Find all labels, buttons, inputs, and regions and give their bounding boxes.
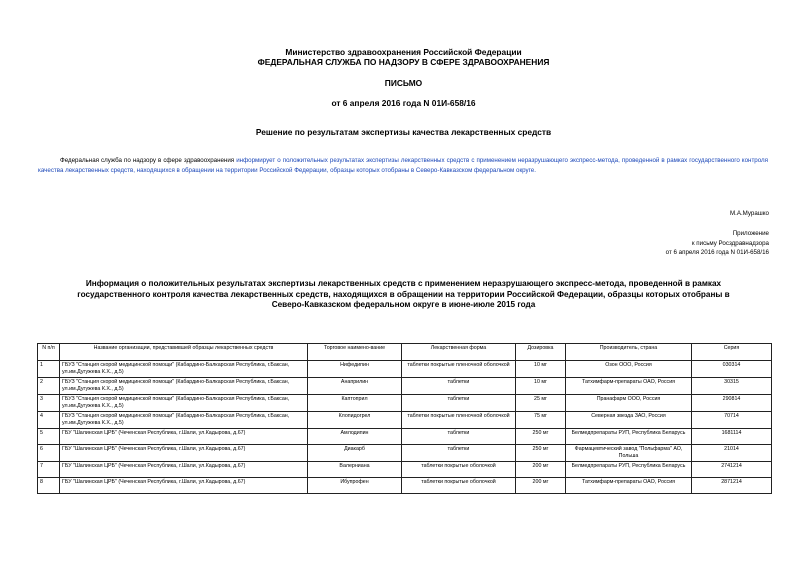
cell-series: 30315 [692,378,772,395]
col-header-num: N п/п [38,344,60,361]
cell-organization: ГБУЗ "Станция скорой медицинской помощи" (Кабардино-Балкарская Республика, г.Баксан, ул.им.Дугужева К.Х., д.5) [60,361,308,378]
cell-trade-name: Диакарб [308,445,402,462]
document-subject: Решение по результатам экспертизы качества лекарственных средств [255,127,552,137]
cell-trade-name: Клопидогрел [308,412,402,429]
cell-manufacturer: Озон ООО, Россия [566,361,692,378]
cell-num: 5 [38,429,60,445]
cell-dosage: 10 мг [516,378,566,395]
cell-form: таблетки покрытые оболочкой [402,462,516,478]
cell-dosage: 250 мг [516,445,566,462]
cell-manufacturer: Белмедпрепараты РУП, Республика Беларусь [566,462,692,478]
cell-num: 8 [38,478,60,494]
cell-dosage: 200 мг [516,462,566,478]
col-header-series: Серия [692,344,772,361]
intro-paragraph [38,156,768,176]
document-type: ПИСЬМО [384,78,423,88]
cell-manufacturer: Татхимфарм-препараты ОАО, Россия [566,378,692,395]
table-row [38,395,772,412]
cell-num: 3 [38,395,60,412]
cell-form: таблетки покрытые оболочкой [402,478,516,494]
cell-organization: ГБУ "Шалинская ЦРБ" (Чеченская Республика, г.Шали, ул.Кадырова, д.67) [60,429,308,445]
cell-num: 4 [38,412,60,429]
cell-num: 1 [38,361,60,378]
cell-manufacturer: Пранафарм ООО, Россия [566,395,692,412]
cell-trade-name: Амлодипин [308,429,402,445]
intro-text-link[interactable]: информирует о положительных результатах экспертизы лекарственных средств с применением неразрушающего экспресс-метода, проведенной в рамках государственного контроля качества лекарственных средств, находящихся в обращении на территории Российской Федерации, образцы которых отобраны в Северо-Кавказском федеральном округе. [38,157,768,174]
document-date: от 6 апреля 2016 года N 01И-658/16 [331,98,476,108]
cell-dosage: 200 мг [516,478,566,494]
cell-form: таблетки покрытые пленочной оболочкой [402,412,516,429]
cell-organization: ГБУЗ "Станция скорой медицинской помощи" (Кабардино-Балкарская Республика, г.Баксан, ул.им.Дугужева К.Х., д.5) [60,412,308,429]
cell-series: 030314 [692,361,772,378]
cell-series: 290814 [692,395,772,412]
cell-series: 2871214 [692,478,772,494]
cell-trade-name: Нифедипин [308,361,402,378]
table-row [38,361,772,378]
col-header-trade-name: Торговое наимено-вание [308,344,402,361]
results-table [37,343,772,494]
cell-manufacturer: Белмедпрепараты РУП, Республика Беларусь [566,429,692,445]
cell-form: таблетки [402,395,516,412]
cell-organization: ГБУЗ "Станция скорой медицинской помощи" (Кабардино-Балкарская Республика, г.Баксан, ул.им.Дугужева К.Х., д.5) [60,378,308,395]
table-header-row [38,344,772,361]
cell-organization: ГБУ "Шалинская ЦРБ" (Чеченская Республика, г.Шали, ул.Кадырова, д.67) [60,478,308,494]
cell-trade-name: Валерниана [308,462,402,478]
cell-num: 2 [38,378,60,395]
cell-trade-name: Анаприлин [308,378,402,395]
table-row [38,378,772,395]
cell-manufacturer: Фармацевтический завод "Польфарма" АО, Польша [566,445,692,462]
intro-text-plain: Федеральная служба по надзору в сфере здравоохранения [60,157,237,164]
cell-manufacturer: Татхимфарм-препараты ОАО, Россия [566,478,692,494]
table-row [38,462,772,478]
cell-trade-name: Каптоприл [308,395,402,412]
cell-form: таблетки [402,429,516,445]
cell-series: 1681114 [692,429,772,445]
cell-organization: ГБУЗ "Станция скорой медицинской помощи" (Кабардино-Балкарская Республика, г.Баксан, ул.им.Дугужева К.Х., д.5) [60,395,308,412]
cell-organization: ГБУ "Шалинская ЦРБ" (Чеченская Республика, г.Шали, ул.Кадырова, д.67) [60,462,308,478]
col-header-dosage: Дозировка [516,344,566,361]
service-name: ФЕДЕРАЛЬНАЯ СЛУЖБА ПО НАДЗОРУ В СФЕРЕ ЗДРАВООХРАНЕНИЯ [257,57,550,67]
cell-dosage: 250 мг [516,429,566,445]
cell-num: 6 [38,445,60,462]
ministry-name: Министерство здравоохранения Российской Федерации [285,47,522,57]
table-row [38,412,772,429]
cell-form: таблетки покрытые пленочной оболочкой [402,361,516,378]
cell-dosage: 75 мг [516,412,566,429]
col-header-organization: Название организации, представившей образцы лекарственных средств [60,344,308,361]
cell-organization: ГБУ "Шалинская ЦРБ" (Чеченская Республика, г.Шали, ул.Кадырова, д.67) [60,445,308,462]
cell-series: 21014 [692,445,772,462]
table-row [38,478,772,494]
col-header-manufacturer: Производитель, страна [566,344,692,361]
cell-series: 2741214 [692,462,772,478]
cell-num: 7 [38,462,60,478]
cell-trade-name: Ибупрофен [308,478,402,494]
appendix-note [666,229,769,258]
appendix-line-1: Приложение [732,230,769,237]
table-row [38,429,772,445]
appendix-line-3: от 6 апреля 2016 года N 01И-658/16 [665,249,769,256]
table-row [38,445,772,462]
cell-series: 70714 [692,412,772,429]
info-title: Информация о положительных результатах экспертизы лекарственных средств с применением неразрушающего экспресс-метода, проведенной в рамках государственного контроля качества лекарственных средств, находящихся в обращении на территории Российской Федерации, образцы которых отобраны в Северо-Кавказском федеральном округе в июне-июле 2015 года [77,279,730,309]
col-header-form: Лекарственная форма [402,344,516,361]
cell-form: таблетки [402,378,516,395]
signature: М.А.Мурашко [729,210,769,217]
cell-dosage: 25 мг [516,395,566,412]
appendix-line-2: к письму Росздравнадзора [691,239,769,247]
cell-manufacturer: Северная звезда ЗАО, Россия [566,412,692,429]
cell-form: таблетки [402,445,516,462]
cell-dosage: 10 мг [516,361,566,378]
